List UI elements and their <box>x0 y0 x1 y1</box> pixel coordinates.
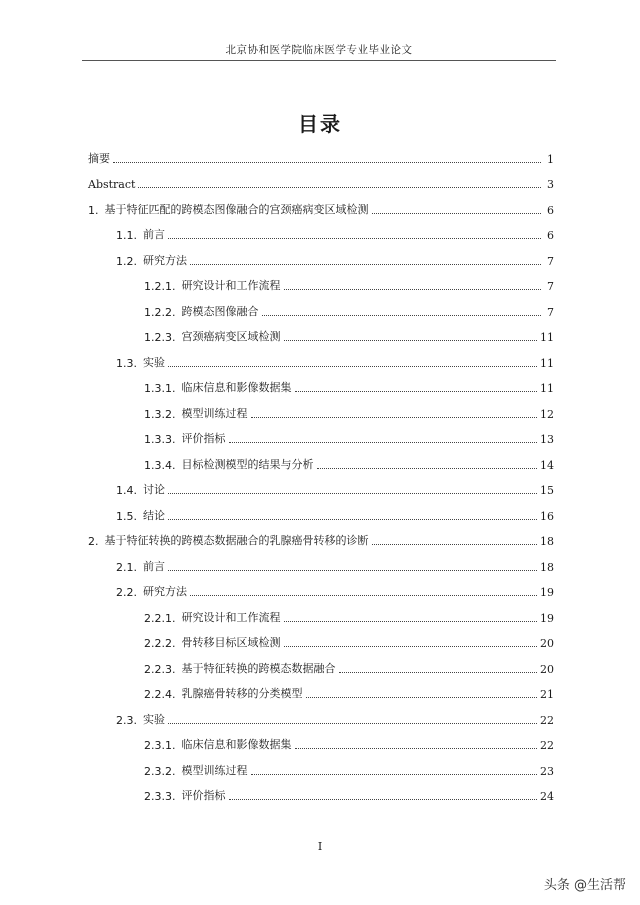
toc-entry-title: 模型训练过程 <box>181 763 248 777</box>
toc-entry-title: 宫颈癌病变区域检测 <box>181 330 281 343</box>
toc-entry-page: 6 <box>547 229 554 242</box>
toc-entry[interactable] <box>88 574 554 600</box>
dot-leader <box>113 162 541 163</box>
toc-entry[interactable] <box>88 650 554 676</box>
toc-entry-page: 11 <box>540 382 554 395</box>
toc-entry-title: 骨转移目标区域检测 <box>181 636 281 649</box>
toc-entry[interactable] <box>88 727 554 753</box>
toc-entry[interactable] <box>88 344 554 370</box>
toc-entry-page: 22 <box>540 739 554 752</box>
dot-leader <box>262 315 542 316</box>
toc-title: 目录 <box>298 112 342 136</box>
toc-entry-page: 7 <box>547 280 554 293</box>
toc-entry-page: 6 <box>547 203 554 217</box>
toc-entry-page: 16 <box>540 509 554 523</box>
dot-leader <box>251 774 538 775</box>
toc-entry-title: 模型训练过程 <box>181 406 248 420</box>
toc-entry-number: 1.2.2. <box>144 305 176 319</box>
toc-entry-number: 2. <box>88 535 99 548</box>
toc-entry[interactable] <box>88 497 554 523</box>
page-number: I <box>317 840 323 853</box>
toc-entry-number: 1.1. <box>116 229 137 242</box>
toc-entry-page: 21 <box>540 688 554 701</box>
toc-entry-title: 研究设计和工作流程 <box>181 279 281 292</box>
toc-entry-number: 1.3.1. <box>144 382 176 395</box>
toc-entry-page: 18 <box>540 560 554 574</box>
toc-entry-page: 18 <box>540 535 554 548</box>
dot-leader <box>168 493 537 494</box>
toc-entry-title: 研究方法 <box>143 253 187 267</box>
toc-entry[interactable] <box>88 370 554 396</box>
toc-entry-page: 20 <box>540 637 554 650</box>
toc-entry-page: 14 <box>540 458 554 472</box>
toc-entry-title: 临床信息和影像数据集 <box>181 381 292 394</box>
toc-entry-number: 2.2.2. <box>144 637 176 650</box>
toc-entry[interactable] <box>88 242 554 268</box>
toc-entry[interactable] <box>88 676 554 702</box>
toc-entry[interactable] <box>88 778 554 804</box>
toc-entry[interactable] <box>88 421 554 447</box>
toc-entry-title: 评价指标 <box>181 432 226 445</box>
toc-entry-page: 13 <box>540 433 554 446</box>
dot-leader <box>168 366 537 367</box>
toc-entry-title: 基于特征转换的跨模态数据融合 <box>181 661 336 675</box>
dot-leader <box>229 799 538 800</box>
toc-entry[interactable] <box>88 472 554 498</box>
toc-entry-title: 摘要 <box>88 151 110 165</box>
dot-leader <box>284 646 538 647</box>
toc-entry[interactable] <box>88 548 554 574</box>
toc-entry-page: 22 <box>540 713 554 727</box>
toc-entry-title: 乳腺癌骨转移的分类模型 <box>181 687 303 700</box>
toc-entry[interactable] <box>88 395 554 421</box>
toc-entry-number: 1.5. <box>116 509 137 523</box>
toc-entry[interactable] <box>88 701 554 727</box>
dot-leader <box>168 519 537 520</box>
dot-leader <box>138 187 541 188</box>
dot-leader <box>284 289 542 290</box>
dot-leader <box>284 621 538 622</box>
toc-entry[interactable] <box>88 319 554 345</box>
toc-entry-number: 2.3.1. <box>144 739 176 752</box>
toc-entry[interactable] <box>88 523 554 549</box>
toc-entry-number: 2.2.4. <box>144 688 176 701</box>
dot-leader <box>168 570 537 571</box>
dot-leader <box>190 264 541 265</box>
toc-entry-number: 2.2.3. <box>144 662 176 676</box>
toc-entry-number: 1.3.3. <box>144 433 176 446</box>
toc-entry-number: 2.3.2. <box>144 764 176 778</box>
toc-entry[interactable] <box>88 599 554 625</box>
dot-leader <box>295 748 538 749</box>
toc-entry-number: 2.3. <box>116 713 137 727</box>
toc-entry-page: 7 <box>547 305 554 319</box>
watermark: 头条 @生活帮 <box>543 878 626 893</box>
toc-entry-title: 目标检测模型的结果与分析 <box>181 457 314 471</box>
dot-leader <box>372 213 542 214</box>
toc-entry-title: 结论 <box>143 508 165 522</box>
toc-entry-title: 跨模态图像融合 <box>181 304 259 318</box>
toc-entry-number: 1. <box>88 203 99 217</box>
dot-leader <box>372 544 538 545</box>
toc-entry-title: 基于特征转换的跨模态数据融合的乳腺癌骨转移的诊断 <box>104 534 369 547</box>
toc-entry[interactable] <box>88 446 554 472</box>
toc-entry-page: 15 <box>540 484 554 497</box>
toc-entry[interactable] <box>88 752 554 778</box>
toc-entry-title: 讨论 <box>143 483 165 496</box>
toc-entry-number: 1.2.3. <box>144 331 176 344</box>
toc-entry[interactable] <box>88 293 554 319</box>
toc-entry[interactable] <box>88 217 554 243</box>
toc-entry-page: 12 <box>540 407 554 421</box>
toc-entry-number: 1.3.2. <box>144 407 176 421</box>
toc-entry-page: 24 <box>540 790 554 803</box>
toc-entry-page: 11 <box>540 356 554 370</box>
toc-entry-page: 11 <box>540 331 554 344</box>
toc-entry-title: 研究设计和工作流程 <box>181 610 281 624</box>
toc-entry-page: 7 <box>547 254 554 268</box>
dot-leader <box>168 723 537 724</box>
toc-entry[interactable] <box>88 268 554 294</box>
dot-leader <box>229 442 538 443</box>
dot-leader <box>190 595 537 596</box>
toc-entry-title: 临床信息和影像数据集 <box>181 738 292 751</box>
toc-entry[interactable] <box>88 140 554 166</box>
toc-entry-number: 2.2.1. <box>144 611 176 625</box>
toc-entry-page: 23 <box>540 764 554 778</box>
toc-entry-page: 20 <box>540 662 554 676</box>
toc-entry-page: 19 <box>540 586 554 599</box>
toc-entry-title: 研究方法 <box>143 585 187 598</box>
toc-entry-number: 2.2. <box>116 586 137 599</box>
toc-entry-number: 1.4. <box>116 484 137 497</box>
dot-leader <box>168 238 541 239</box>
toc-entry-title: 实验 <box>143 355 165 369</box>
toc-entry-number: 2.3.3. <box>144 790 176 803</box>
toc-entry-number: 1.2. <box>116 254 137 268</box>
toc-entry-page: 3 <box>547 178 554 191</box>
dot-leader <box>251 417 538 418</box>
dot-leader <box>317 468 538 469</box>
toc-entry-number: 2.1. <box>116 560 137 574</box>
toc-entry[interactable] <box>88 625 554 651</box>
toc-entry-title: 前言 <box>143 559 165 573</box>
toc-entry-title: 实验 <box>143 712 165 726</box>
toc-entry-title: 前言 <box>143 228 165 241</box>
toc-entry-title: 评价指标 <box>181 789 226 802</box>
dot-leader <box>295 391 538 392</box>
dot-leader <box>284 340 538 341</box>
table-of-contents <box>88 140 554 803</box>
dot-leader <box>306 697 538 698</box>
toc-entry[interactable] <box>88 166 554 192</box>
toc-entry-number: 1.2.1. <box>144 280 176 293</box>
toc-entry-title: Abstract <box>88 178 136 191</box>
toc-entry-number: 1.3.4. <box>144 458 176 472</box>
toc-entry[interactable] <box>88 191 554 217</box>
dot-leader <box>339 672 538 673</box>
toc-entry-page: 19 <box>540 611 554 625</box>
toc-entry-number: 1.3. <box>116 356 137 370</box>
toc-entry-page: 1 <box>547 152 554 166</box>
running-header: 北京协和医学院临床医学专业毕业论文 <box>82 42 556 61</box>
toc-entry-title: 基于特征匹配的跨模态图像融合的宫颈癌病变区域检测 <box>104 202 369 216</box>
